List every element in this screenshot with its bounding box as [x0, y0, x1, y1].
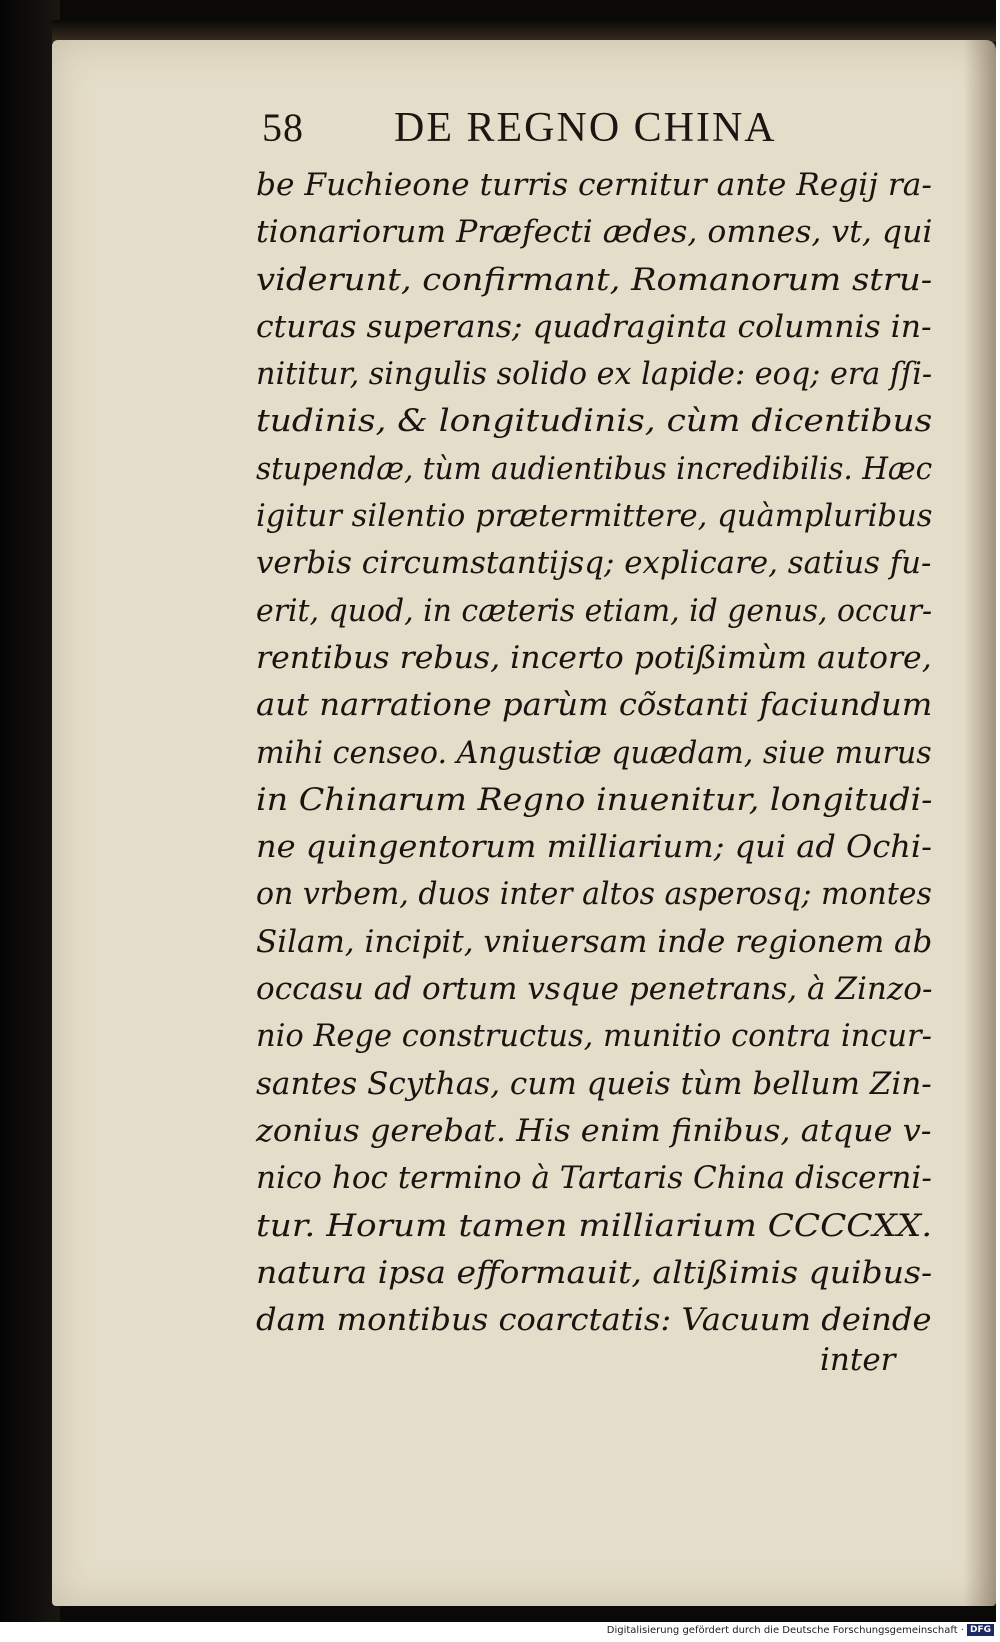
- text-line: dam montibus coarctatis: Vacuum deinde: [256, 1302, 932, 1339]
- dfg-logo: DFG: [967, 1624, 994, 1636]
- text-line: nico hoc termino à Tartaris China discerni-: [256, 1160, 932, 1197]
- text-line: occasu ad ortum vsque penetrans, à Zinzo-: [256, 971, 933, 1008]
- text-line: Silam, incipit, vniuersam inde regionem ab: [256, 923, 933, 960]
- digitization-credit: [600, 1624, 994, 1640]
- text-line: verbis circumstantijsq; explicare, satius fu-: [256, 545, 932, 582]
- text-line: tur. Horum tamen milliarium CCCCXX.: [256, 1207, 933, 1244]
- text-line: erit, quod, in cæteris etiam, id genus, occur-: [256, 592, 933, 629]
- text-line: aut narratione parùm cõstanti faciundum: [256, 687, 933, 724]
- text-line: tudinis, & longitudinis, cùm dicentibus: [256, 403, 933, 440]
- page-number: 58: [262, 105, 304, 150]
- book-spine-shadow: [0, 0, 60, 1622]
- text-line: igitur silentio prætermittere, quàmpluribus: [256, 498, 933, 535]
- text-line: tionariorum Præfecti ædes, omnes, vt, qui: [256, 214, 933, 251]
- page-fold-shadow: [964, 40, 996, 1606]
- text-line: zonius gerebat. His enim finibus, atque v-: [256, 1112, 932, 1149]
- text-line: natura ipsa efformauit, altißimis quibus-: [256, 1254, 933, 1291]
- text-line: stupendæ, tùm audientibus incredibilis. Hæc: [256, 450, 933, 487]
- text-line: mihi censeo. Angustiæ quædam, siue murus: [256, 734, 932, 771]
- text-line: on vrbem, duos inter altos asperosq; montes: [256, 876, 932, 913]
- text-line: rentibus rebus, incerto potißimùm autore,: [256, 639, 932, 676]
- text-line: be Fuchieone turris cernitur ante Regij ra-: [256, 167, 932, 203]
- text-line: nio Rege constructus, munitio contra incur-: [256, 1018, 932, 1055]
- text-line: cturas superans; quadraginta columnis in-: [256, 308, 932, 345]
- text-line: nititur, singulis solido ex lapide: eoq; era ſſi-: [256, 356, 933, 393]
- text-line: viderunt, confirmant, Romanorum stru-: [256, 261, 933, 298]
- catchword: inter: [820, 1342, 896, 1378]
- text-line: ne quingentorum milliarium; qui ad Ochi-: [256, 829, 932, 866]
- page-header: [262, 104, 862, 164]
- text-line: in Chinarum Regno inuenitur, longitudi-: [256, 781, 933, 818]
- credit-text: Digitalisierung gefördert durch die Deutsche Forschungsgemeinschaft ·: [606, 1625, 964, 1636]
- running-title: DE REGNO CHINA: [394, 105, 777, 151]
- text-line: santes Scythas, cum queis tùm bellum Zin-: [256, 1065, 932, 1102]
- page-top-edge: [52, 20, 996, 42]
- body-text: [256, 162, 936, 1344]
